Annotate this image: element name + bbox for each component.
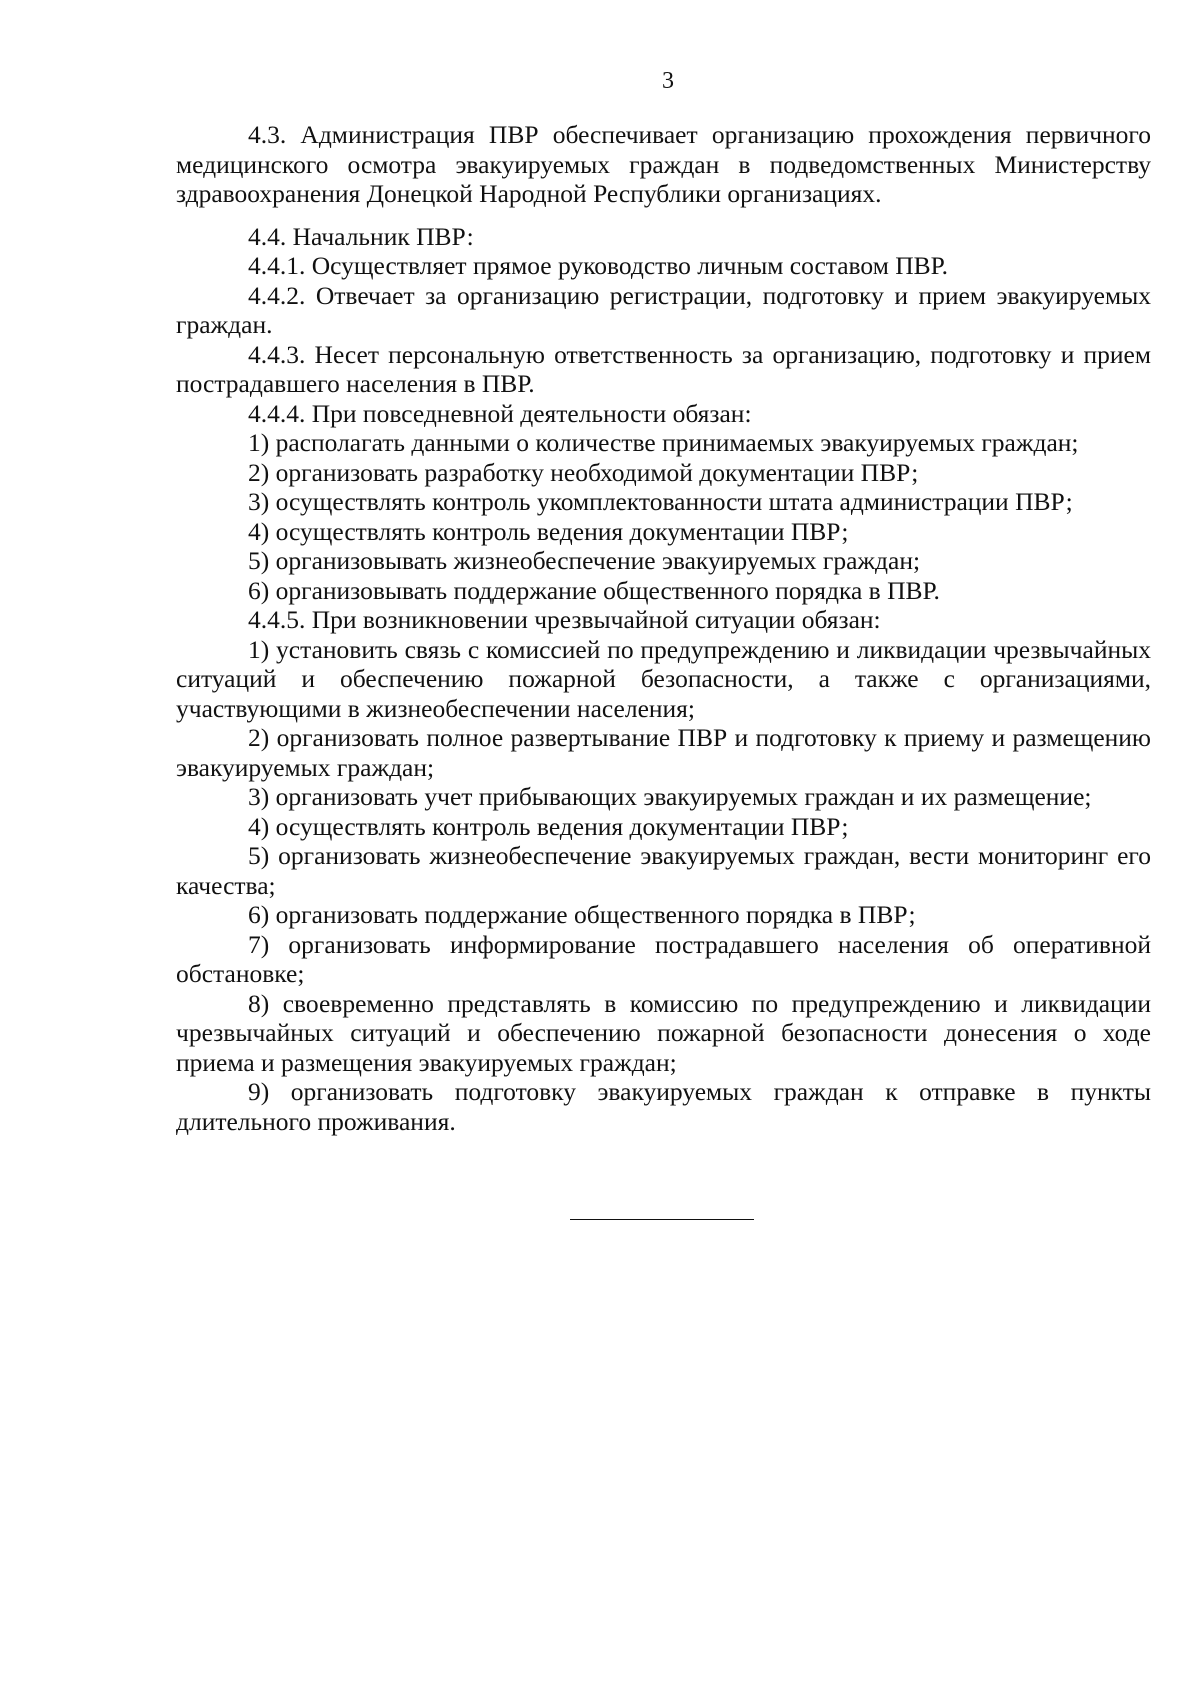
paragraph-4-4-3: 4.4.3. Несет персональную ответственность за организацию, подготовку и прием пострадавшего населения в ПВР. (176, 339, 1151, 398)
list-item-emergency-9: 9) организовать подготовку эвакуируемых граждан к отправке в пункты длительного проживания. (176, 1077, 1151, 1136)
paragraph-4-4-4: 4.4.4. При повседневной деятельности обязан: (248, 398, 752, 428)
end-of-document-rule (570, 1219, 754, 1220)
paragraph-4-3: 4.3. Администрация ПВР обеспечивает организацию прохождения первичного медицинского осмотра эвакуируемых граждан в подведомственных Министерству здравоохранения Донецкой Народной Республики организациях. (176, 120, 1151, 208)
list-item-emergency-4: 4) осуществлять контроль ведения документации ПВР; (248, 811, 849, 841)
paragraph-4-4-1: 4.4.1. Осуществляет прямое руководство личным составом ПВР. (248, 251, 948, 280)
document-body (176, 120, 1151, 1136)
list-item-emergency-2: 2) организовать полное развертывание ПВР и подготовку к приему и размещению эвакуируемых граждан; (176, 723, 1151, 782)
paragraph-4-4: 4.4. Начальник ПВР: (248, 221, 474, 251)
list-item-emergency-8: 8) своевременно представлять в комиссию по предупреждению и ликвидации чрезвычайных ситуаций и обеспечению пожарной безопасности донесения о ходе приема и размещения эвакуируемых граждан; (176, 988, 1151, 1077)
list-item-emergency-5: 5) организовать жизнеобеспечение эвакуируемых граждан, вести мониторинг его качества; (176, 841, 1151, 900)
list-item-daily-3: 3) осуществлять контроль укомплектованности штата администрации ПВР; (248, 487, 1073, 516)
list-item-emergency-3: 3) организовать учет прибывающих эвакуируемых граждан и их размещение; (248, 782, 1092, 811)
list-item-emergency-1: 1) установить связь с комиссией по предупреждению и ликвидации чрезвычайных ситуаций и обеспечению пожарной безопасности, а также с организациями, участвующими в жизнеобеспечении населения; (176, 634, 1151, 723)
list-item-daily-6: 6) организовывать поддержание общественного порядка в ПВР. (248, 575, 940, 605)
list-item-daily-2: 2) организовать разработку необходимой документации ПВР; (248, 457, 919, 487)
list-item-daily-4: 4) осуществлять контроль ведения документации ПВР; (248, 516, 849, 546)
list-item-emergency-7: 7) организовать информирование пострадавшего населения об оперативной обстановке; (176, 929, 1151, 988)
list-item-emergency-6: 6) организовать поддержание общественного порядка в ПВР; (248, 900, 916, 929)
list-item-daily-1: 1) располагать данными о количестве принимаемых эвакуируемых граждан; (248, 428, 1079, 457)
paragraph-4-4-2: 4.4.2. Отвечает за организацию регистрации, подготовку и прием эвакуируемых граждан. (176, 280, 1151, 339)
page-number: 3 (662, 68, 674, 94)
list-item-daily-5: 5) организовывать жизнеобеспечение эвакуируемых граждан; (248, 546, 921, 575)
paragraph-4-4-5: 4.4.5. При возникновении чрезвычайной ситуации обязан: (248, 605, 881, 634)
